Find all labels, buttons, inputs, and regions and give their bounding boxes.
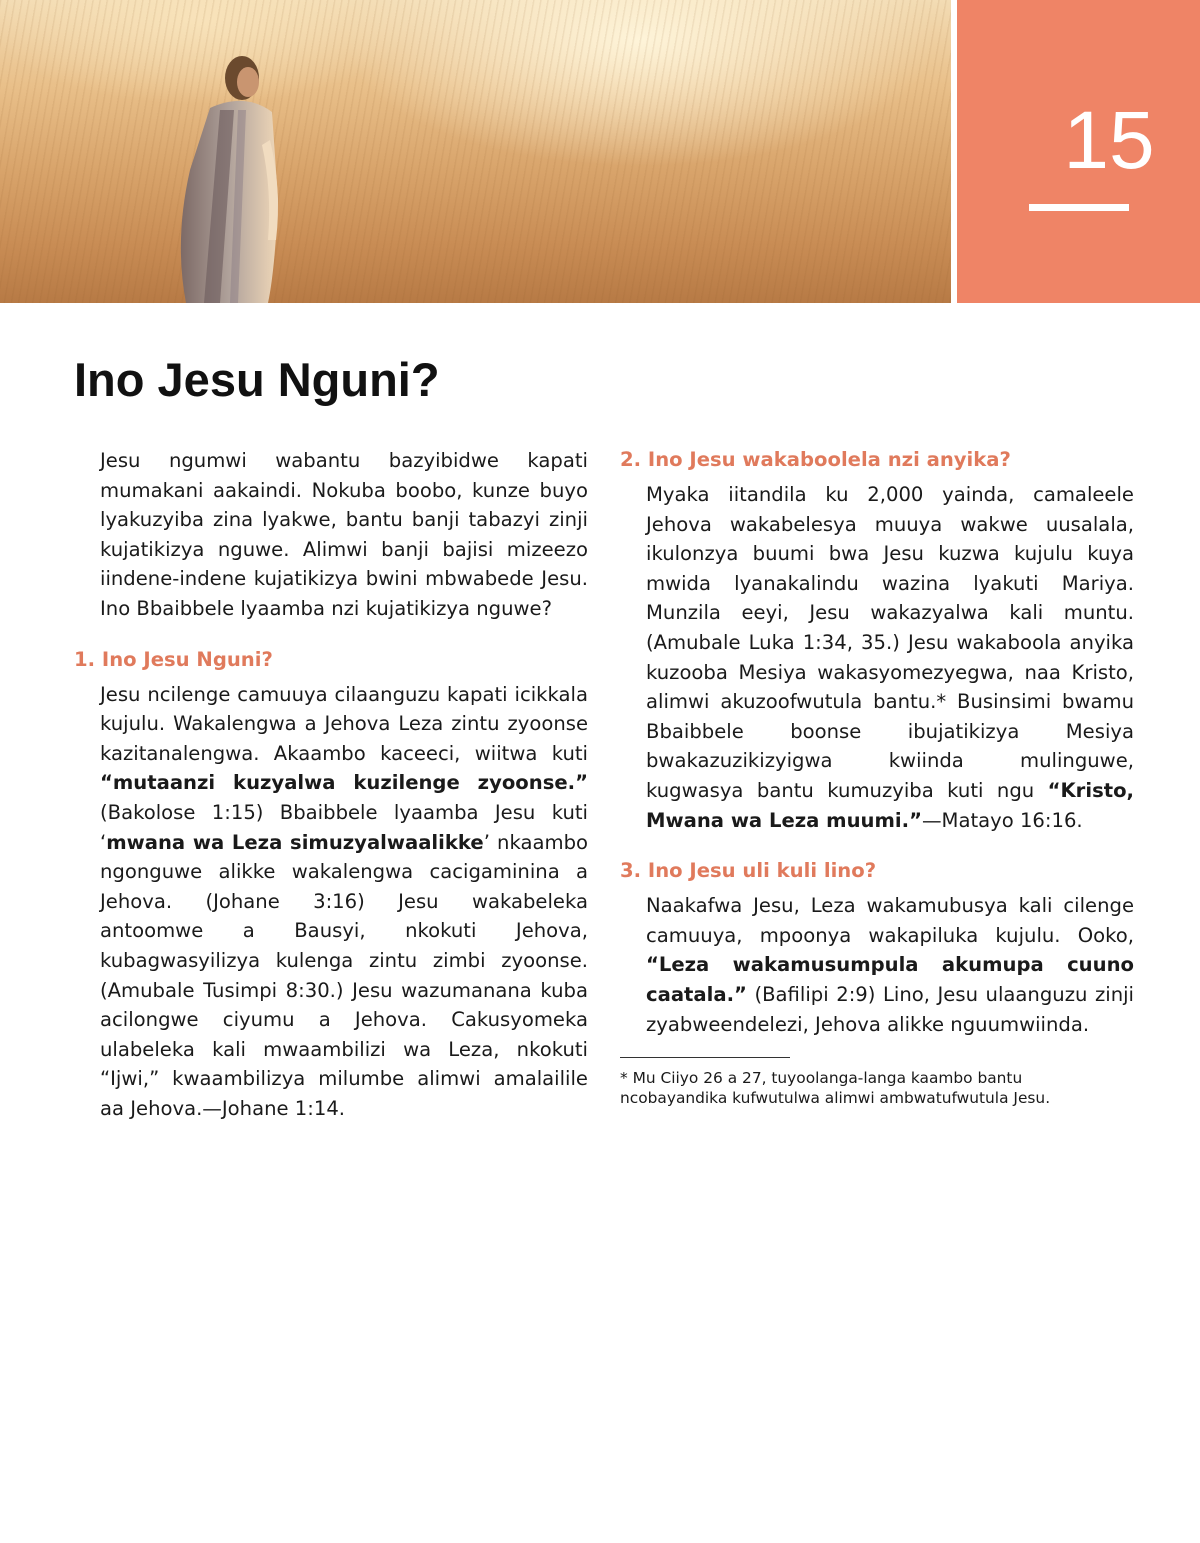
jesus-walking-figure bbox=[150, 20, 290, 303]
chapter-underline bbox=[1029, 204, 1129, 211]
section-3-heading: 3. Ino Jesu uli kuli lino? bbox=[620, 859, 877, 883]
section-3-paragraph: Naakafwa Jesu, Leza wakamubusya kali cilenge camuuya, mpoonya wakapiluka kujulu. Ooko, “Leza wakamusumpula akumupa cuuno caatala.” (Bafilipi 2:9) Lino, Jesu ulaanguzu zinji zyabweendelezi, Jehova alikke nguumwiinda. bbox=[646, 894, 1134, 1036]
bold-quote: “mutaanzi kuzyalwa kuzilenge zyoonse.” bbox=[100, 771, 588, 795]
left-column bbox=[74, 446, 588, 1123]
page-title: Ino Jesu Nguni? bbox=[74, 353, 440, 406]
chapter-badge bbox=[957, 0, 1200, 303]
footnote: * Mu Ciiyo 26 a 27, tuyoolanga-langa kaambo bantu ncobayandika kufwutulwa alimwi ambwatufwutula Jesu. bbox=[620, 1069, 1051, 1108]
footnote-divider bbox=[620, 1057, 790, 1058]
bold-quote: mwana wa Leza simuzyalwaalikke bbox=[106, 830, 484, 854]
bold-quote: “Leza wakamusumpula akumupa cuuno caatala.” bbox=[646, 953, 1134, 1006]
hero-photo bbox=[0, 0, 951, 303]
section-2-heading: 2. Ino Jesu wakaboolela nzi anyika? bbox=[620, 448, 1011, 471]
section-2-paragraph: Myaka iitandila ku 2,000 yainda, camaleele Jehova wakabelesya muuya wakwe uusalala, ikulonzya buumi bwa Jesu kuzwa kujulu kuya mwida lyanakalindu wazina lyakuti Mariya. Munzila eeyi, Jesu wakazyalwa kali muntu. (Amubale Luka 1:34, 35.) Jesu wakaboola anyika kuzooba Mesiya wakasyomezyegwa, naa Kristo, alimwi akuzoofwutula bantu.* Businsimi bwamu Bbaibbele boonse ibujatikizya Mesiya bwakazuzikizyigwa kwiinda mulinguwe, kugwasya bantu kumuzyiba kuti ngu “Kristo, Mwana wa Leza muumi.”—Matayo 16:16. bbox=[646, 483, 1134, 832]
right-column bbox=[620, 446, 1134, 1108]
section-1-paragraph: Jesu ncilenge camuuya cilaanguzu kapati icikkala kujulu. Wakalengwa a Jehova Leza zintu zyoonse kazitanalengwa. Akaambo kaceeci, wiitwa kuti “mutaanzi kuzyalwa kuzilenge zyoonse.” (Bakolose 1:15) Bbaibbele lyaamba Jesu kuti ‘mwana wa Leza simuzyalwaalikke’ nkaambo ngonguwe alikke wakalengwa cacigaminina a Jehova. (Johane 3:16) Jesu wakabeleka antoomwe a Bausyi, nkokuti Jehova, kubagwasyilizya kulenga zintu zimbi zyoonse. (Amubale Tusimpi 8:30.) Jesu wazumanana kuba acilongwe ciyumu a Jehova. Cakusyomeka ulabeleka kali mwaambilizi wa Leza, nkokuti “Ijwi,” kwaambilizya milumbe alimwi amalailile aa Jehova.—Johane 1:14. bbox=[100, 682, 589, 1120]
intro-paragraph: Jesu ngumwi wabantu bazyibidwe kapati mumakani aakaindi. Nokuba boobo, kunze buyo lyakuzyiba zina lyakwe, bantu banji tabazyi zinji kujatikizya nguwe. Alimwi banji bajisi mizeezo iindene-indene kujatikizya bwini mbwabede Jesu. Ino Bbaibbele lyaamba nzi kujatikizya nguwe? bbox=[100, 449, 588, 620]
field-grass-texture bbox=[0, 0, 951, 303]
section-1-heading: 1. Ino Jesu Nguni? bbox=[74, 647, 273, 671]
bold-quote: “Kristo, Mwana wa Leza muumi.” bbox=[646, 778, 1134, 832]
chapter-number: 15 bbox=[1063, 95, 1155, 186]
